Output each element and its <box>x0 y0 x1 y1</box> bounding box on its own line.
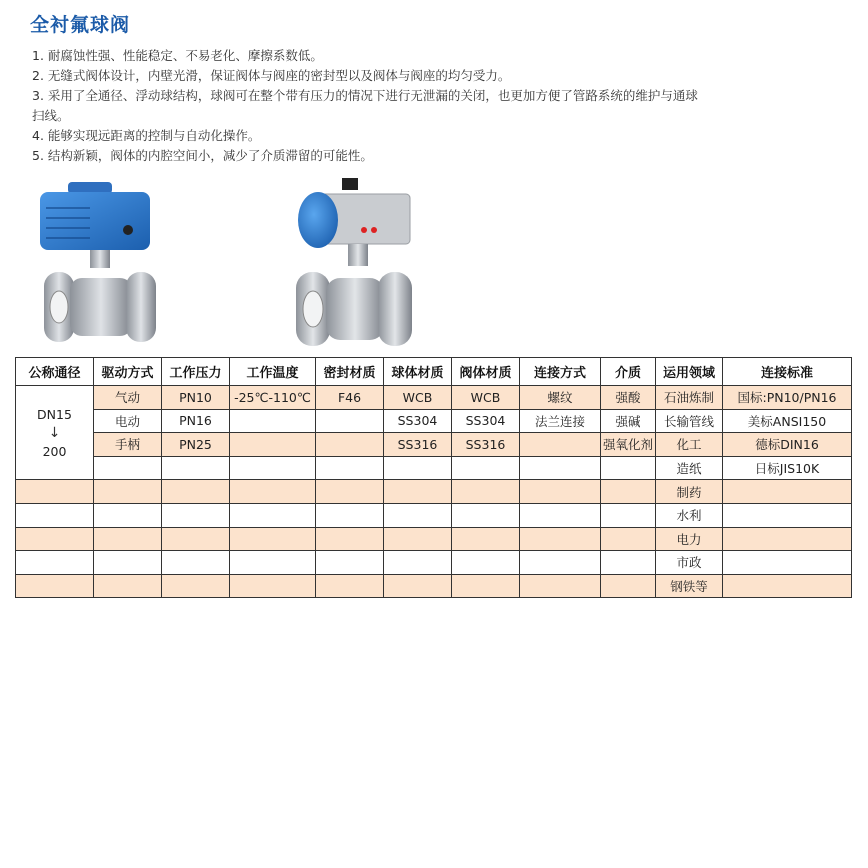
cell-application-field: 钢铁等 <box>656 574 723 598</box>
cell-body-material <box>452 456 520 480</box>
header-connection-standard: 连接标准 <box>723 358 852 386</box>
cell-medium <box>601 503 656 527</box>
pneumatic-ball-valve-photo <box>290 172 415 352</box>
cell-ball-material: SS304 <box>384 409 452 433</box>
cell-connection-type: 螺纹 <box>520 386 601 410</box>
cell-application-field: 造纸 <box>656 456 723 480</box>
cell-working-temperature <box>230 480 316 504</box>
cell-ball-material <box>384 551 452 575</box>
nominal-diameter-cell <box>16 574 94 598</box>
cell-medium <box>601 574 656 598</box>
cell-application-field: 水利 <box>656 503 723 527</box>
cell-working-pressure: PN10 <box>162 386 230 410</box>
cell-connection-standard <box>723 480 852 504</box>
cell-connection-type <box>520 503 601 527</box>
cell-seal-material <box>316 433 384 457</box>
feature-item: 4. 能够实现远距离的控制与自动化操作。 <box>32 128 261 143</box>
nominal-diameter-cell <box>16 527 94 551</box>
cell-connection-type <box>520 551 601 575</box>
header-connection-type: 连接方式 <box>520 358 601 386</box>
cell-seal-material <box>316 409 384 433</box>
cell-seal-material <box>316 480 384 504</box>
header-working-pressure: 工作压力 <box>162 358 230 386</box>
cell-connection-standard <box>723 503 852 527</box>
cell-working-temperature <box>230 409 316 433</box>
cell-working-temperature: -25℃-110℃ <box>230 386 316 410</box>
cell-body-material <box>452 527 520 551</box>
table-row <box>16 480 852 504</box>
header-drive-mode: 驱动方式 <box>94 358 162 386</box>
table-row <box>16 551 852 575</box>
cell-working-pressure <box>162 574 230 598</box>
dn-from: DN15 <box>37 406 72 422</box>
cell-connection-type <box>520 527 601 551</box>
feature-item: 1. 耐腐蚀性强、性能稳定、不易老化、摩擦系数低。 <box>32 48 323 63</box>
cell-ball-material <box>384 456 452 480</box>
cell-working-pressure: PN16 <box>162 409 230 433</box>
cell-seal-material <box>316 551 384 575</box>
cell-working-pressure <box>162 527 230 551</box>
cell-working-temperature <box>230 503 316 527</box>
cell-medium <box>601 480 656 504</box>
cell-drive-mode <box>94 574 162 598</box>
header-seal-material: 密封材质 <box>316 358 384 386</box>
cell-application-field: 制药 <box>656 480 723 504</box>
cell-connection-standard: 美标ANSI150 <box>723 409 852 433</box>
arrow-down-icon: ↓ <box>48 424 61 441</box>
cell-medium: 强氧化剂 <box>601 433 656 457</box>
cell-body-material: SS316 <box>452 433 520 457</box>
table-row <box>16 433 852 457</box>
cell-drive-mode <box>94 551 162 575</box>
cell-working-pressure <box>162 480 230 504</box>
cell-medium: 强碱 <box>601 409 656 433</box>
cell-body-material <box>452 480 520 504</box>
cell-application-field: 化工 <box>656 433 723 457</box>
cell-working-pressure <box>162 551 230 575</box>
nominal-diameter-cell <box>16 480 94 504</box>
cell-medium <box>601 527 656 551</box>
cell-seal-material: F46 <box>316 386 384 410</box>
cell-working-temperature <box>230 433 316 457</box>
cell-seal-material <box>316 456 384 480</box>
specification-table <box>15 357 852 598</box>
table-row <box>16 456 852 480</box>
cell-working-temperature <box>230 551 316 575</box>
cell-application-field: 石油炼制 <box>656 386 723 410</box>
table-row <box>16 386 852 410</box>
cell-medium <box>601 551 656 575</box>
cell-drive-mode <box>94 503 162 527</box>
table-row <box>16 503 852 527</box>
cell-connection-standard: 国标:PN10/PN16 <box>723 386 852 410</box>
cell-connection-type <box>520 574 601 598</box>
electric-ball-valve-photo <box>30 178 160 350</box>
cell-working-pressure <box>162 456 230 480</box>
cell-connection-standard <box>723 527 852 551</box>
cell-connection-type <box>520 480 601 504</box>
cell-ball-material <box>384 480 452 504</box>
cell-ball-material <box>384 527 452 551</box>
feature-item: 扫线。 <box>32 108 70 123</box>
dn-to: 200 <box>42 443 67 459</box>
cell-drive-mode: 电动 <box>94 409 162 433</box>
cell-connection-standard <box>723 551 852 575</box>
cell-ball-material: SS316 <box>384 433 452 457</box>
cell-application-field: 长输管线 <box>656 409 723 433</box>
cell-drive-mode: 气动 <box>94 386 162 410</box>
cell-drive-mode <box>94 480 162 504</box>
nominal-diameter-cell <box>16 503 94 527</box>
cell-connection-standard: 日标JIS10K <box>723 456 852 480</box>
cell-working-temperature <box>230 527 316 551</box>
cell-seal-material <box>316 527 384 551</box>
table-row <box>16 409 852 433</box>
cell-working-temperature <box>230 574 316 598</box>
cell-body-material <box>452 574 520 598</box>
cell-medium <box>601 456 656 480</box>
cell-seal-material <box>316 503 384 527</box>
cell-body-material: SS304 <box>452 409 520 433</box>
feature-item: 3. 采用了全通径、浮动球结构，球阀可在整个带有压力的情况下进行无泄漏的关闭，也更加方便了管路系统的维护与通球 <box>32 88 698 103</box>
cell-body-material <box>452 551 520 575</box>
cell-ball-material <box>384 503 452 527</box>
cell-body-material: WCB <box>452 386 520 410</box>
header-body-material: 阀体材质 <box>452 358 520 386</box>
cell-connection-standard <box>723 574 852 598</box>
cell-drive-mode <box>94 456 162 480</box>
header-working-temperature: 工作温度 <box>230 358 316 386</box>
cell-medium: 强酸 <box>601 386 656 410</box>
nominal-diameter-cell <box>16 386 94 480</box>
cell-body-material <box>452 503 520 527</box>
cell-ball-material: WCB <box>384 386 452 410</box>
cell-connection-type <box>520 456 601 480</box>
cell-drive-mode <box>94 527 162 551</box>
cell-working-pressure <box>162 503 230 527</box>
header-application-field: 运用领域 <box>656 358 723 386</box>
table-row <box>16 527 852 551</box>
cell-ball-material <box>384 574 452 598</box>
cell-drive-mode: 手柄 <box>94 433 162 457</box>
table-row <box>16 574 852 598</box>
feature-list <box>32 46 832 166</box>
feature-item: 5. 结构新颖，阀体的内腔空间小，减少了介质滞留的可能性。 <box>32 148 373 163</box>
cell-connection-type <box>520 433 601 457</box>
cell-working-temperature <box>230 456 316 480</box>
table-header-row <box>16 358 852 386</box>
nominal-diameter-cell <box>16 551 94 575</box>
cell-connection-type: 法兰连接 <box>520 409 601 433</box>
feature-item: 2. 无缝式阀体设计，内壁光滑，保证阀体与阀座的密封型以及阀体与阀座的均匀受力。 <box>32 68 511 83</box>
header-medium: 介质 <box>601 358 656 386</box>
header-ball-material: 球体材质 <box>384 358 452 386</box>
cell-application-field: 市政 <box>656 551 723 575</box>
page-title: 全衬氟球阀 <box>30 14 131 36</box>
cell-seal-material <box>316 574 384 598</box>
cell-working-pressure: PN25 <box>162 433 230 457</box>
cell-application-field: 电力 <box>656 527 723 551</box>
cell-connection-standard: 德标DIN16 <box>723 433 852 457</box>
header-nominal-diameter: 公称通径 <box>16 358 94 386</box>
